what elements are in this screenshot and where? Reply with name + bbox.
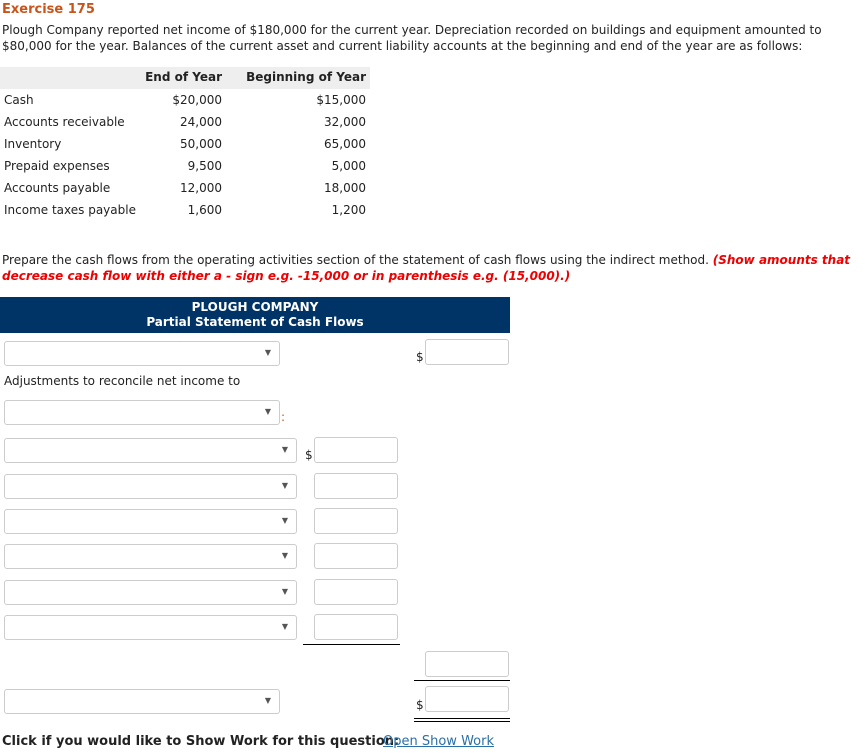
- account-dropdown[interactable]: [4, 580, 297, 605]
- double-underline-bottom: [414, 721, 510, 722]
- chevron-down-icon: ▼: [264, 696, 271, 705]
- row-label: Prepaid expenses: [4, 159, 110, 173]
- account-dropdown[interactable]: [4, 509, 297, 534]
- table-row: [0, 199, 370, 221]
- amount-input[interactable]: [314, 614, 398, 640]
- instructions-note: (Show amounts that decrease cash flow with either a - sign e.g. -15,000 or in parenthesis e.g. (15,000).): [2, 253, 851, 283]
- account-dropdown[interactable]: [4, 438, 297, 463]
- amount-input[interactable]: [314, 508, 398, 534]
- account-dropdown[interactable]: [4, 689, 280, 714]
- dollar-sign: $: [416, 698, 424, 712]
- beginning-of-year-value: 32,000: [324, 115, 366, 129]
- end-of-year-value: 50,000: [180, 137, 222, 151]
- subtotal-line: [303, 644, 400, 645]
- chevron-down-icon: ▼: [281, 551, 288, 560]
- exercise-title: Exercise 175: [2, 2, 95, 17]
- row-label: Accounts payable: [4, 181, 111, 195]
- table-row: [0, 111, 370, 133]
- double-underline-top: [414, 718, 510, 719]
- account-dropdown[interactable]: [4, 544, 297, 569]
- dollar-sign: $: [305, 448, 313, 462]
- amount-input[interactable]: [425, 339, 509, 365]
- show-work-prompt: Click if you would like to Show Work for this question:: [2, 734, 400, 749]
- chevron-down-icon: ▼: [264, 407, 271, 416]
- header-end-of-year: End of Year: [145, 70, 222, 84]
- amount-input[interactable]: [314, 437, 398, 463]
- beginning-of-year-value: 5,000: [331, 159, 366, 173]
- header-beginning-of-year: Beginning of Year: [246, 70, 366, 84]
- table-row: [0, 177, 370, 199]
- amount-input[interactable]: [425, 686, 509, 712]
- row-label: Cash: [4, 93, 34, 107]
- total-line: [414, 680, 510, 681]
- instructions: [2, 252, 862, 284]
- beginning-of-year-value: 1,200: [331, 203, 366, 217]
- table-row: [0, 89, 370, 111]
- row-label: Accounts receivable: [4, 115, 125, 129]
- account-dropdown[interactable]: [4, 474, 297, 499]
- instructions-text: Prepare the cash flows from the operating activities section of the statement of cash flows using the indirect method.: [2, 253, 713, 267]
- end-of-year-value: 24,000: [180, 115, 222, 129]
- end-of-year-value: 12,000: [180, 181, 222, 195]
- amount-input[interactable]: [425, 651, 509, 677]
- row-label: Income taxes payable: [4, 203, 136, 217]
- end-of-year-value: $20,000: [172, 93, 222, 107]
- amount-input[interactable]: [314, 543, 398, 569]
- company-name: PLOUGH COMPANY: [191, 300, 319, 314]
- chevron-down-icon: ▼: [281, 587, 288, 596]
- colon: :: [281, 410, 286, 424]
- amount-input[interactable]: [314, 473, 398, 499]
- statement-title: Partial Statement of Cash Flows: [146, 315, 364, 329]
- adjustments-label: Adjustments to reconcile net income to: [4, 374, 241, 388]
- problem-text: Plough Company reported net income of $180,000 for the current year. Depreciation recorded on buildings and equipment amounted to $80,000 for the year. Balances of the current asset and current liability accounts at the beginning and end of the year are as follows:: [2, 23, 822, 53]
- chevron-down-icon: ▼: [281, 516, 288, 525]
- beginning-of-year-value: $15,000: [316, 93, 366, 107]
- beginning-of-year-value: 65,000: [324, 137, 366, 151]
- statement-header: [0, 297, 510, 333]
- chevron-down-icon: ▼: [281, 622, 288, 631]
- end-of-year-value: 1,600: [187, 203, 222, 217]
- account-dropdown[interactable]: [4, 341, 280, 366]
- chevron-down-icon: ▼: [281, 445, 288, 454]
- beginning-of-year-value: 18,000: [324, 181, 366, 195]
- table-header: [0, 67, 370, 89]
- end-of-year-value: 9,500: [187, 159, 222, 173]
- amount-input[interactable]: [314, 579, 398, 605]
- open-show-work-link[interactable]: Open Show Work: [383, 734, 494, 749]
- table-row: [0, 133, 370, 155]
- account-dropdown[interactable]: [4, 615, 297, 640]
- row-label: Inventory: [4, 137, 62, 151]
- table-row: [0, 155, 370, 177]
- dollar-sign: $: [416, 350, 424, 364]
- chevron-down-icon: ▼: [264, 348, 271, 357]
- account-dropdown[interactable]: [4, 400, 280, 425]
- chevron-down-icon: ▼: [281, 481, 288, 490]
